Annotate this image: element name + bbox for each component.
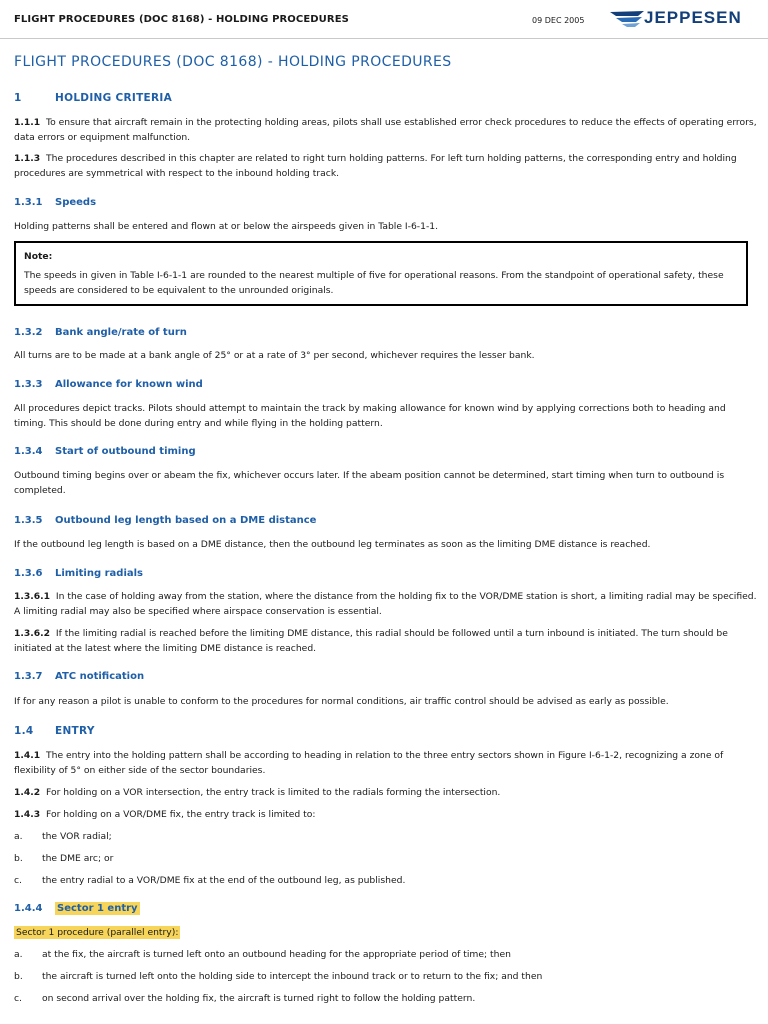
paragraph-number: 1.4.3: [14, 809, 41, 820]
paragraph-text: For holding on a VOR intersection, the entry track is limited to the radials forming the intersection.: [46, 787, 501, 798]
logo-text: JEPPESEN: [644, 8, 742, 27]
list-marker: b.: [14, 853, 23, 864]
list-text: at the fix, the aircraft is turned left onto an outbound heading for the appropriate period of time; then: [42, 949, 511, 960]
paragraph-1-4-2: [14, 785, 760, 800]
paragraph-text: The entry into the holding pattern shall be according to heading in relation to the three entry sectors shown in Figure I-6-1-2, recognizing a zone of flexibility of 5° on either side of the sector boundaries.: [14, 750, 724, 776]
paragraph-1-3-6-1: [14, 589, 760, 619]
subsection-title: Speeds: [55, 197, 97, 208]
list-item: [14, 851, 760, 866]
note-box: [14, 241, 748, 306]
subsection-heading-1-3-1: [14, 197, 760, 208]
subsection-title: Start of outbound timing: [55, 446, 196, 457]
note-title: Note:: [24, 251, 53, 262]
paragraph-number: 1.1.1: [14, 117, 41, 128]
jeppesen-logo: [608, 8, 758, 28]
paragraph-1-3-6-2: [14, 626, 760, 656]
subsection-heading-1-3-5: [14, 515, 760, 526]
subsection-title: Allowance for known wind: [55, 379, 203, 390]
list-marker: a.: [14, 831, 23, 842]
list-text: the entry radial to a VOR/DME fix at the end of the outbound leg, as published.: [42, 875, 406, 886]
paragraph-1-3-4: Outbound timing begins over or abeam the fix, whichever occurs later. If the abeam position cannot be determined, start timing when turn to outbound is completed.: [14, 470, 725, 496]
subsection-heading-1-4-4: [14, 903, 760, 914]
section-title: HOLDING CRITERIA: [55, 92, 173, 104]
subsection-heading-1-3-6: [14, 568, 760, 579]
section-number: 1: [14, 92, 22, 104]
subsection-heading-1-3-3: [14, 379, 760, 390]
list-text: the aircraft is turned left onto the holding side to intercept the inbound track or to return to the fix; and then: [42, 971, 543, 982]
subsection-number: 1.3.6: [14, 568, 43, 579]
section-heading-1: [14, 92, 760, 104]
list-marker: c.: [14, 993, 22, 1004]
list-marker: a.: [14, 949, 23, 960]
subsection-number: 1.3.3: [14, 379, 43, 390]
subsection-title: Limiting radials: [55, 568, 144, 579]
subsection-number: 1.3.2: [14, 327, 43, 338]
paragraph-number: 1.4.1: [14, 750, 41, 761]
procedure-subheading-text: Sector 1 procedure (parallel entry):: [16, 927, 179, 938]
list-item: [14, 873, 760, 888]
subsection-heading-1-3-4: [14, 446, 760, 457]
paragraph-number: 1.1.3: [14, 153, 41, 164]
subsection-number: 1.3.5: [14, 515, 43, 526]
subsection-title: Outbound leg length based on a DME distance: [55, 515, 317, 526]
subsection-number: 1.3.1: [14, 197, 43, 208]
paragraph-text: For holding on a VOR/DME fix, the entry track is limited to:: [46, 809, 316, 820]
page-title: FLIGHT PROCEDURES (DOC 8168) - HOLDING PROCEDURES: [14, 54, 452, 70]
note-text: The speeds in given in Table I-6-1-1 are rounded to the nearest multiple of five for operational reasons. From the standpoint of operational safety, these speeds are considered to be equivalent to the unrounded originals.: [24, 270, 724, 296]
subsection-number: 1.3.7: [14, 671, 43, 682]
paragraph-1-1-1: [14, 115, 760, 145]
paragraph-number: 1.4.2: [14, 787, 41, 798]
subsection-title: Bank angle/rate of turn: [55, 327, 187, 338]
page-header: [0, 0, 768, 40]
paragraph-text: In the case of holding away from the station, where the distance from the holding fix to the VOR/DME station is short, a limiting radial may be specified. A limiting radial may also be specified where airspace conservation is essential.: [14, 591, 757, 617]
subsection-number: 1.3.4: [14, 446, 43, 457]
procedure-subheading: [14, 925, 760, 940]
header-title: FLIGHT PROCEDURES (DOC 8168) - HOLDING PROCEDURES: [14, 14, 349, 25]
list-item: [14, 991, 760, 1006]
list-text: the VOR radial;: [42, 831, 112, 842]
section-heading-1-4: [14, 725, 760, 737]
paragraph-text: The procedures described in this chapter are related to right turn holding patterns. For left turn holding patterns, the corresponding entry and holding procedures are symmetrical with respect to the inbound holding track.: [14, 153, 737, 179]
subsection-heading-1-3-2: [14, 327, 760, 338]
list-text: on second arrival over the holding fix, the aircraft is turned right to follow the holding pattern.: [42, 993, 476, 1004]
list-marker: c.: [14, 875, 22, 886]
paragraph-text: If the limiting radial is reached before the limiting DME distance, this radial should be followed until a turn inbound is initiated. The turn should be initiated at the latest where the limiting DME distance is reached.: [14, 628, 728, 654]
paragraph-1-4-1: [14, 748, 760, 778]
paragraph-1-1-3: [14, 151, 760, 181]
logo-swoosh-icon: [608, 8, 648, 28]
section-title: ENTRY: [55, 725, 95, 737]
section-number: 1.4: [14, 725, 34, 737]
subsection-title: Sector 1 entry: [57, 903, 138, 914]
header-divider: [0, 38, 768, 39]
list-item: [14, 969, 760, 984]
paragraph-number: 1.3.6.2: [14, 628, 51, 639]
list-item: [14, 947, 760, 962]
subsection-title: ATC notification: [55, 671, 145, 682]
list-marker: b.: [14, 971, 23, 982]
list-item: [14, 829, 760, 844]
paragraph-1-4-3: [14, 807, 760, 822]
paragraph-1-3-7: If for any reason a pilot is unable to conform to the procedures for normal conditions, air traffic control should be advised as early as possible.: [14, 696, 669, 707]
header-date: 09 DEC 2005: [532, 16, 585, 25]
paragraph-1-3-5: If the outbound leg length is based on a DME distance, then the outbound leg terminates as soon as the limiting DME distance is reached.: [14, 539, 651, 550]
subsection-number: 1.4.4: [14, 903, 43, 914]
paragraph-text: To ensure that aircraft remain in the protecting holding areas, pilots shall use established error check procedures to reduce the effects of operating errors, data errors or equipment malfunction.: [14, 117, 757, 143]
paragraph-number: 1.3.6.1: [14, 591, 51, 602]
list-text: the DME arc; or: [42, 853, 114, 864]
subsection-heading-1-3-7: [14, 671, 760, 682]
paragraph-1-3-1: Holding patterns shall be entered and flown at or below the airspeeds given in Table I-6-1-1.: [14, 221, 439, 232]
paragraph-1-3-2: All turns are to be made at a bank angle of 25° or at a rate of 3° per second, whichever requires the lesser bank.: [14, 350, 535, 361]
paragraph-1-3-3: All procedures depict tracks. Pilots should attempt to maintain the track by making allowance for known wind by applying corrections both to heading and timing. This should be done during entry and while flying in the holding pattern.: [14, 403, 726, 429]
